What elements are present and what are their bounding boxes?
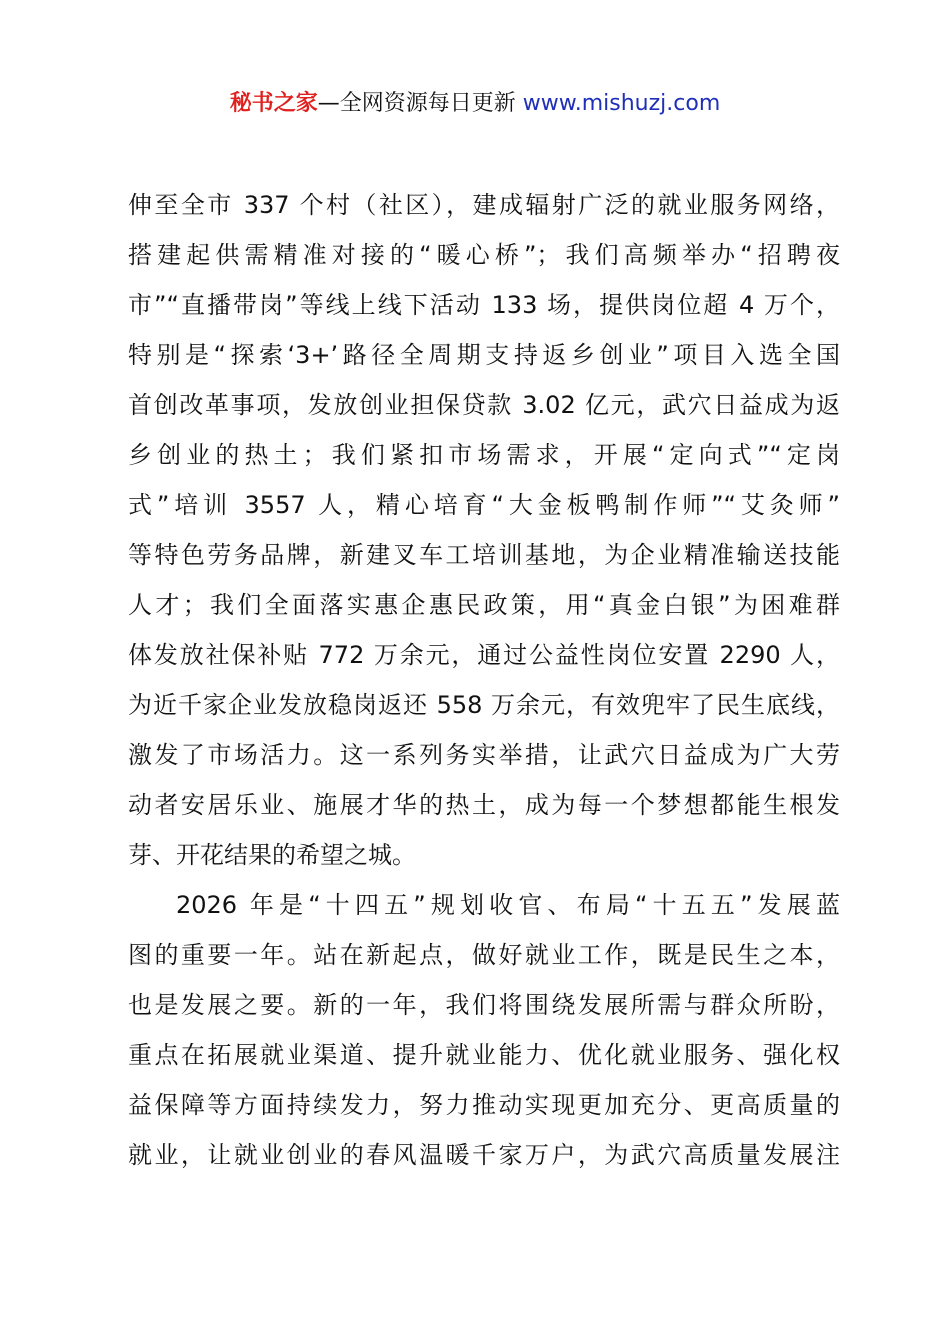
text-line: 就业，让就业创业的春风温暖千家万户，为武穴高质量发展注 xyxy=(128,1141,840,1169)
text-line: 式”培训 3557 人，精心培育“大金板鸭制作师”“艾灸师” xyxy=(128,491,840,519)
text-line: 等特色劳务品牌，新建叉车工培训基地，为企业精准输送技能 xyxy=(128,541,840,569)
header-tagline: —全网资源每日更新 xyxy=(317,91,523,116)
text-line: 芽、开花结果的希望之城。 xyxy=(128,841,416,869)
text-line: 也是发展之要。新的一年，我们将围绕发展所需与群众所盼， xyxy=(128,991,840,1019)
text-line: 搭建起供需精准对接的“暖心桥”；我们高频举办“招聘夜 xyxy=(128,241,840,269)
text-line: 市”“直播带岗”等线上线下活动 133 场，提供岗位超 4 万个， xyxy=(128,291,840,319)
text-line: 2026 年是“十四五”规划收官、布局“十五五”发展蓝 xyxy=(176,891,840,919)
text-line: 激发了市场活力。这一系列务实举措，让武穴日益成为广大劳 xyxy=(128,741,840,769)
site-url-link[interactable]: www.mishuzj.com xyxy=(522,91,721,116)
text-line: 图的重要一年。站在新起点，做好就业工作，既是民生之本， xyxy=(128,941,840,969)
text-line: 益保障等方面持续发力，努力推动实现更加充分、更高质量的 xyxy=(128,1091,840,1119)
page-header xyxy=(0,86,950,122)
text-line: 动者安居乐业、施展才华的热土，成为每一个梦想都能生根发 xyxy=(128,791,840,819)
text-line: 为近千家企业发放稳岗返还 558 万余元，有效兜牢了民生底线， xyxy=(128,691,840,719)
text-line: 人才；我们全面落实惠企惠民政策，用“真金白银”为困难群 xyxy=(128,591,840,619)
text-line: 首创改革事项，发放创业担保贷款 3.02 亿元，武穴日益成为返 xyxy=(128,391,840,419)
text-line: 重点在拓展就业渠道、提升就业能力、优化就业服务、强化权 xyxy=(128,1041,840,1069)
text-line: 伸至全市 337 个村（社区），建成辐射广泛的就业服务网络， xyxy=(128,191,840,219)
text-line: 乡创业的热土；我们紧扣市场需求，开展“定向式”“定岗 xyxy=(128,441,840,469)
text-line: 特别是“探索‘3+’路径全周期支持返乡创业”项目入选全国 xyxy=(128,341,840,369)
brand-name: 秘书之家 xyxy=(229,91,318,116)
paragraph-1 xyxy=(128,180,840,880)
paragraph-2 xyxy=(128,880,840,1180)
text-line: 体发放社保补贴 772 万余元，通过公益性岗位安置 2290 人， xyxy=(128,641,840,669)
document-body xyxy=(128,180,840,1180)
